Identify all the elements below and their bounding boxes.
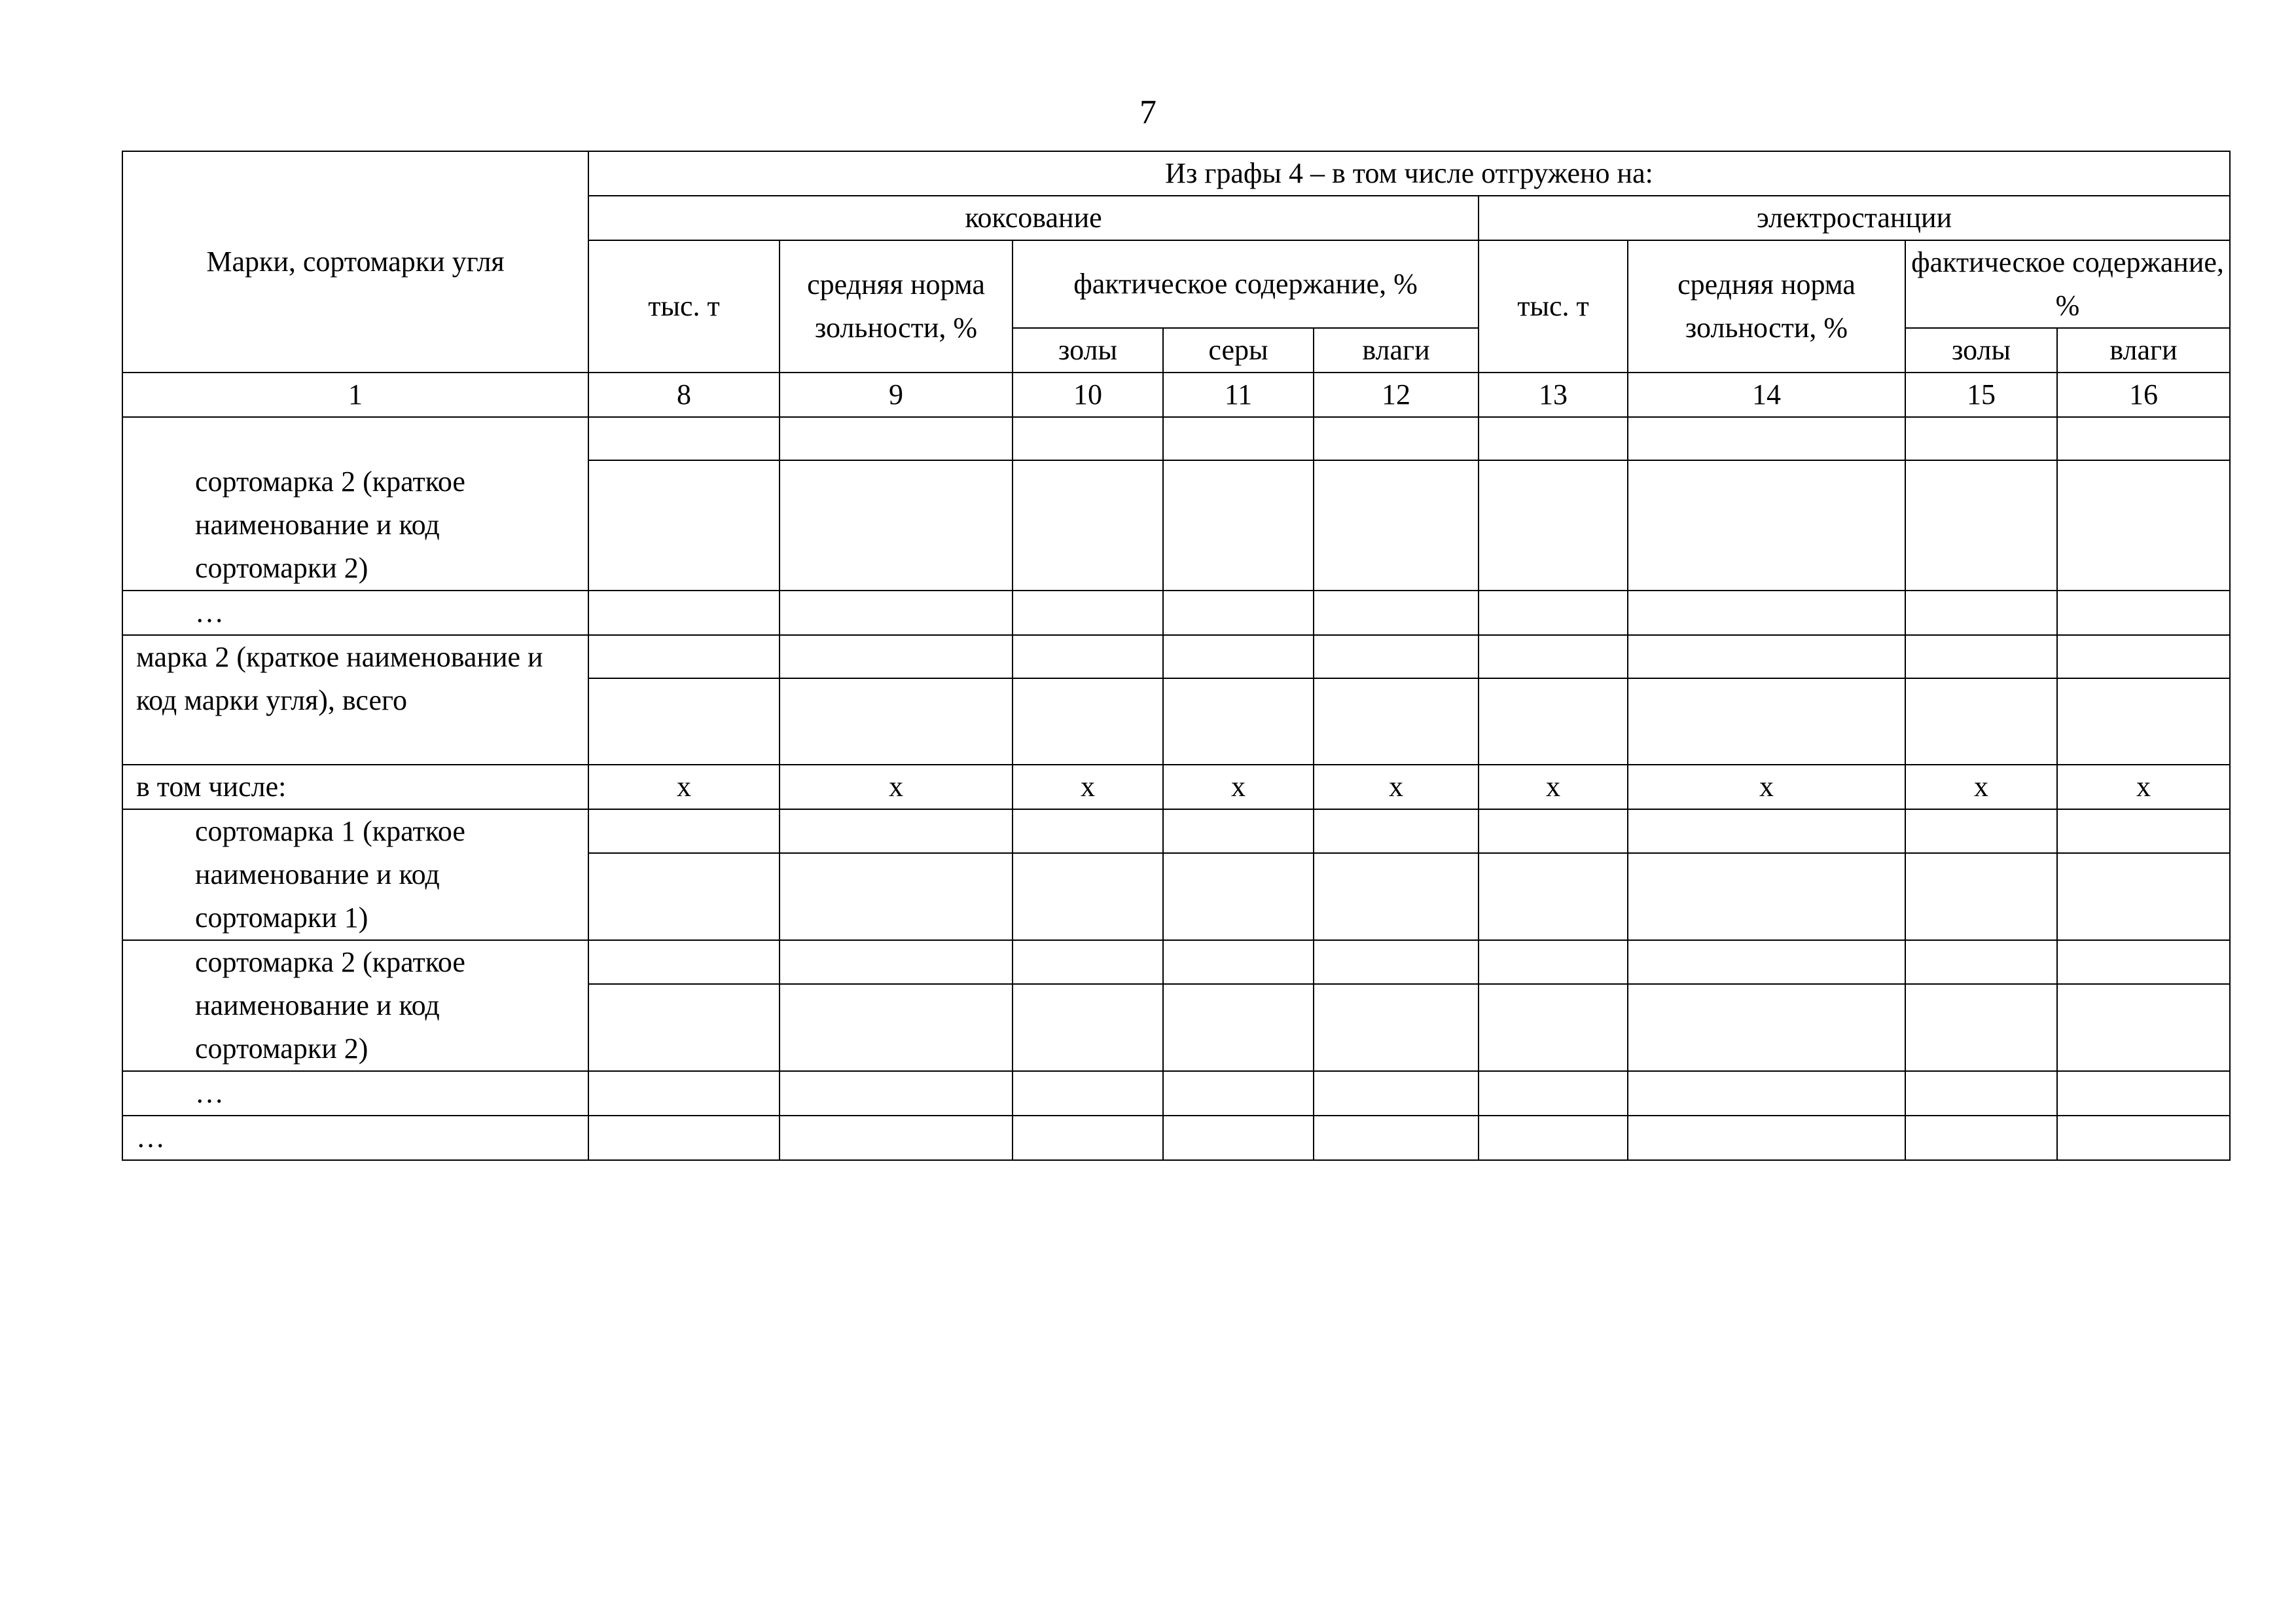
table-cell bbox=[1314, 417, 1479, 460]
header-power-moisture: влаги bbox=[2057, 328, 2230, 373]
table-cell bbox=[1479, 1071, 1628, 1116]
table-row bbox=[122, 417, 2230, 460]
table-cell bbox=[1314, 1116, 1479, 1160]
table-cell bbox=[1013, 940, 1163, 984]
table-cell bbox=[1628, 635, 1905, 678]
header-coking-sulfur: серы bbox=[1163, 328, 1314, 373]
table-row bbox=[122, 1116, 2230, 1160]
header-coking: коксование bbox=[588, 196, 1479, 240]
row-label: … bbox=[122, 1116, 588, 1160]
table-cell bbox=[1628, 1071, 1905, 1116]
header-coking-thous-t: тыс. т bbox=[588, 240, 780, 373]
column-number: 14 bbox=[1628, 373, 1905, 417]
table-cell bbox=[2057, 460, 2230, 591]
table-cell bbox=[588, 678, 780, 765]
table-cell bbox=[2057, 1071, 2230, 1116]
table-cell bbox=[1628, 460, 1905, 591]
column-number: 9 bbox=[780, 373, 1013, 417]
header-power-thous-t: тыс. т bbox=[1479, 240, 1628, 373]
table-cell bbox=[1628, 1116, 1905, 1160]
row-label: сортомарка 1 (краткое наименование и код сортомарки 1) bbox=[122, 809, 588, 940]
table-cell bbox=[588, 984, 780, 1071]
table-cell bbox=[1013, 809, 1163, 853]
table-cell bbox=[1905, 1071, 2057, 1116]
table-cell bbox=[1479, 460, 1628, 591]
table-row bbox=[122, 940, 2230, 984]
table-cell bbox=[588, 853, 780, 940]
table-cell bbox=[1905, 460, 2057, 591]
column-number: 15 bbox=[1905, 373, 2057, 417]
table-cell bbox=[1905, 984, 2057, 1071]
x-mark: x bbox=[1163, 765, 1314, 809]
column-number: 11 bbox=[1163, 373, 1314, 417]
table-cell bbox=[2057, 591, 2230, 635]
table-cell bbox=[1314, 809, 1479, 853]
table-cell bbox=[1013, 1071, 1163, 1116]
table-cell bbox=[1314, 940, 1479, 984]
table-cell bbox=[588, 1116, 780, 1160]
header-shipped-group: Из графы 4 – в том числе отгружено на: bbox=[588, 151, 2230, 196]
x-mark: x bbox=[1479, 765, 1628, 809]
table-cell bbox=[2057, 1116, 2230, 1160]
table-cell bbox=[1314, 678, 1479, 765]
table-cell bbox=[780, 1071, 1013, 1116]
table-cell bbox=[1163, 460, 1314, 591]
row-label: марка 2 (краткое наименование и код марки угля), всего bbox=[122, 635, 588, 765]
coal-shipment-table bbox=[122, 151, 2231, 1161]
table-cell bbox=[588, 591, 780, 635]
table-cell bbox=[1628, 853, 1905, 940]
table-cell bbox=[2057, 809, 2230, 853]
table-cell bbox=[588, 460, 780, 591]
x-mark: x bbox=[1628, 765, 1905, 809]
x-mark: x bbox=[588, 765, 780, 809]
table-cell bbox=[1163, 984, 1314, 1071]
table-cell bbox=[780, 853, 1013, 940]
table-cell bbox=[1314, 853, 1479, 940]
table-cell bbox=[588, 809, 780, 853]
table-cell bbox=[1479, 635, 1628, 678]
table-row bbox=[122, 1071, 2230, 1116]
column-number: 13 bbox=[1479, 373, 1628, 417]
table-cell bbox=[588, 940, 780, 984]
table-cell bbox=[2057, 984, 2230, 1071]
table-cell bbox=[1163, 1116, 1314, 1160]
header-coking-actual: фактическое содержание, % bbox=[1013, 240, 1479, 328]
table-cell bbox=[1013, 417, 1163, 460]
table-cell bbox=[1628, 591, 1905, 635]
table-cell bbox=[780, 678, 1013, 765]
table-cell bbox=[1628, 678, 1905, 765]
table-cell bbox=[1905, 591, 2057, 635]
table-cell bbox=[1479, 591, 1628, 635]
header-coking-avg-ash: средняя норма зольности, % bbox=[780, 240, 1013, 373]
column-number: 12 bbox=[1314, 373, 1479, 417]
x-mark: x bbox=[1905, 765, 2057, 809]
table-cell bbox=[1013, 984, 1163, 1071]
table-cell bbox=[2057, 417, 2230, 460]
table-cell bbox=[1013, 678, 1163, 765]
table-cell bbox=[1628, 984, 1905, 1071]
x-mark: x bbox=[1314, 765, 1479, 809]
table-row bbox=[122, 809, 2230, 853]
table-row bbox=[122, 765, 2230, 809]
x-mark: x bbox=[2057, 765, 2230, 809]
header-coking-moisture: влаги bbox=[1314, 328, 1479, 373]
table-cell bbox=[1013, 591, 1163, 635]
header-power-ash: золы bbox=[1905, 328, 2057, 373]
row-label: … bbox=[122, 591, 588, 635]
table-cell bbox=[1479, 853, 1628, 940]
table-cell bbox=[1013, 635, 1163, 678]
table-cell bbox=[1163, 635, 1314, 678]
table-cell bbox=[1163, 591, 1314, 635]
table-row bbox=[122, 635, 2230, 678]
table-cell bbox=[1905, 940, 2057, 984]
header-power-plants: электростанции bbox=[1479, 196, 2230, 240]
table-cell bbox=[1163, 940, 1314, 984]
table-cell bbox=[1013, 1116, 1163, 1160]
table-cell bbox=[780, 460, 1013, 591]
table-cell bbox=[1479, 984, 1628, 1071]
header-row-1 bbox=[122, 151, 2230, 196]
table-cell bbox=[1905, 678, 2057, 765]
table-cell bbox=[1013, 853, 1163, 940]
table-cell bbox=[1163, 417, 1314, 460]
table-cell bbox=[780, 591, 1013, 635]
table-cell bbox=[2057, 635, 2230, 678]
table-cell bbox=[1314, 591, 1479, 635]
table-cell bbox=[1314, 1071, 1479, 1116]
header-power-avg-ash: средняя норма зольности, % bbox=[1628, 240, 1905, 373]
table-cell bbox=[1163, 1071, 1314, 1116]
table-cell bbox=[1479, 678, 1628, 765]
x-mark: x bbox=[1013, 765, 1163, 809]
table-cell bbox=[780, 940, 1013, 984]
table-cell bbox=[1013, 460, 1163, 591]
table-cell bbox=[2057, 678, 2230, 765]
table-row bbox=[122, 591, 2230, 635]
column-number: 16 bbox=[2057, 373, 2230, 417]
table-cell bbox=[1314, 635, 1479, 678]
table-cell bbox=[1905, 809, 2057, 853]
table-cell bbox=[1314, 460, 1479, 591]
x-mark: x bbox=[780, 765, 1013, 809]
row-label: … bbox=[122, 1071, 588, 1116]
table-cell bbox=[1163, 678, 1314, 765]
table-cell bbox=[1163, 853, 1314, 940]
table-cell bbox=[1628, 940, 1905, 984]
table-cell bbox=[1905, 1116, 2057, 1160]
table-cell bbox=[1479, 940, 1628, 984]
table-cell bbox=[2057, 853, 2230, 940]
row-label: сортомарка 2 (краткое наименование и код сортомарки 2) bbox=[122, 940, 588, 1071]
column-numbers-row bbox=[122, 373, 2230, 417]
table-cell bbox=[780, 635, 1013, 678]
header-coking-ash: золы bbox=[1013, 328, 1163, 373]
table-cell bbox=[780, 1116, 1013, 1160]
row-label: в том числе: bbox=[122, 765, 588, 809]
header-power-actual: фактическое содержание, % bbox=[1905, 240, 2230, 328]
table-cell bbox=[780, 417, 1013, 460]
table-cell bbox=[1314, 984, 1479, 1071]
table-cell bbox=[1905, 417, 2057, 460]
column-number: 10 bbox=[1013, 373, 1163, 417]
table-cell bbox=[1163, 809, 1314, 853]
header-grades: Марки, сортомарки угля bbox=[122, 151, 588, 373]
page-number: 7 bbox=[1139, 94, 1157, 131]
table-cell bbox=[1905, 853, 2057, 940]
table-cell bbox=[1479, 1116, 1628, 1160]
table-cell bbox=[1905, 635, 2057, 678]
table-cell bbox=[2057, 940, 2230, 984]
table-cell bbox=[588, 635, 780, 678]
table-cell bbox=[780, 984, 1013, 1071]
table-cell bbox=[1628, 809, 1905, 853]
table-cell bbox=[1479, 809, 1628, 853]
column-number: 8 bbox=[588, 373, 780, 417]
column-number: 1 bbox=[122, 373, 588, 417]
table-cell bbox=[588, 1071, 780, 1116]
table-cell bbox=[780, 809, 1013, 853]
row-label: сортомарка 2 (краткое наименование и код сортомарки 2) bbox=[122, 417, 588, 591]
table-cell bbox=[588, 417, 780, 460]
table-cell bbox=[1628, 417, 1905, 460]
table-cell bbox=[1479, 417, 1628, 460]
